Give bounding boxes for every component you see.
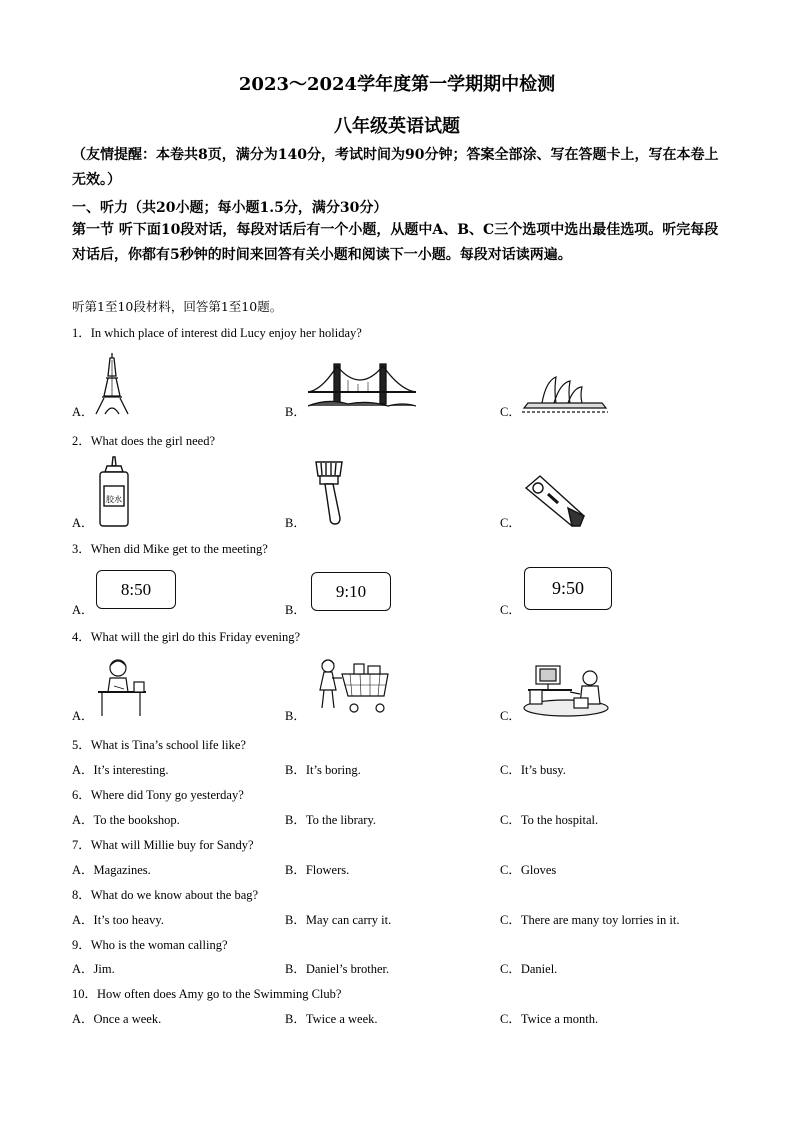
clock-8-50[interactable]: 8:50	[96, 570, 176, 609]
q8-c-text: There are many toy lorries in it.	[520, 913, 680, 927]
question-7-stem: 7．What will Millie buy for Sandy?	[72, 838, 254, 852]
q10-option-a[interactable]	[72, 1009, 161, 1027]
eiffel-tower-picture[interactable]	[92, 352, 132, 416]
q8-option-c[interactable]	[500, 910, 679, 928]
q6-option-c[interactable]	[500, 810, 598, 828]
question-10-stem: 10．How often does Amy go to the Swimming Club?	[72, 987, 342, 1001]
glue-bottle-picture[interactable]	[96, 456, 132, 528]
q9-option-a[interactable]	[72, 959, 115, 977]
q10-b-text: Twice a week.	[305, 1012, 378, 1026]
q9-option-c[interactable]	[500, 959, 557, 977]
q8-a-letter: A．	[72, 913, 94, 927]
q7-a-letter: A．	[72, 863, 94, 877]
question-1-stem: 1．In which place of interest did Lucy enjoy her holiday?	[72, 326, 362, 340]
question-5-stem: 5．What is Tina’s school life like?	[72, 738, 246, 752]
q3-option-c-letter[interactable]: C．	[500, 603, 521, 617]
q6-b-letter: B．	[285, 813, 306, 827]
q8-b-letter: B．	[285, 913, 306, 927]
part1-instructions: 第一节 听下面10段对话，每段对话后有一个小题，从题中A、B、C三个选项中选出最佳选项。听完每段对话后，你都有5秒钟的时间来回答有关小题和阅读下一小题。每段对话读两遍。	[72, 222, 719, 263]
q9-a-letter: A．	[72, 962, 94, 976]
q7-b-text: Flowers.	[305, 863, 350, 877]
q8-b-text: May can carry it.	[305, 913, 392, 927]
girl-computer-picture[interactable]	[522, 660, 610, 718]
golden-gate-bridge-picture[interactable]	[308, 360, 416, 412]
question-9-stem: 9．Who is the woman calling?	[72, 938, 228, 952]
question-4-stem: 4．What will the girl do this Friday evening?	[72, 630, 301, 644]
utility-knife-picture[interactable]	[524, 474, 588, 528]
q9-c-text: Daniel.	[520, 962, 558, 976]
q6-a-text: To the bookshop.	[93, 813, 180, 827]
q4-option-a-letter[interactable]: A．	[72, 709, 94, 723]
q1-option-c-letter[interactable]: C．	[500, 405, 521, 419]
q5-b-text: It’s boring.	[305, 763, 361, 777]
girl-shopping-picture[interactable]	[314, 656, 392, 716]
q2-option-c-letter[interactable]: C．	[500, 516, 521, 530]
exam-title: 2023～2024学年度第一学期期中检测	[238, 74, 556, 95]
sydney-opera-house-picture[interactable]	[522, 375, 608, 415]
q5-a-text: It’s interesting.	[93, 763, 169, 777]
girl-studying-picture[interactable]	[96, 656, 148, 718]
question-3-stem: 3．When did Mike get to the meeting?	[72, 542, 268, 556]
q5-c-text: It’s busy.	[520, 763, 566, 777]
q7-c-letter: C．	[500, 863, 521, 877]
q9-a-text: Jim.	[93, 962, 115, 976]
q9-option-b[interactable]	[285, 959, 389, 977]
q9-b-letter: B．	[285, 962, 306, 976]
q7-option-c[interactable]	[500, 860, 556, 878]
q6-c-letter: C．	[500, 813, 521, 827]
q7-option-a[interactable]	[72, 860, 151, 878]
section-heading: 一、听力（共20小题；每小题1.5分，满分30分）	[72, 200, 388, 216]
q10-a-letter: A．	[72, 1012, 94, 1026]
exam-subtitle: 八年级英语试题	[334, 116, 460, 137]
q10-a-text: Once a week.	[93, 1012, 162, 1026]
q5-option-c[interactable]	[500, 760, 566, 778]
q5-option-b[interactable]	[285, 760, 361, 778]
sub-instruction: 听第1至10段材料，回答第1至10题。	[72, 299, 283, 314]
q2-option-b-letter[interactable]: B．	[285, 516, 306, 530]
question-6-stem: 6．Where did Tony go yesterday?	[72, 788, 244, 802]
clock-9-50[interactable]: 9:50	[524, 567, 612, 610]
q5-c-letter: C．	[500, 763, 521, 777]
q7-c-text: Gloves	[520, 863, 557, 877]
glue-label: 胶水	[106, 495, 122, 504]
exam-notice: （友情提醒：本卷共8页，满分为140分，考试时间为90分钟；答案全部涂、写在答题卡上，写在本卷上无效。）	[72, 147, 719, 188]
q5-option-a[interactable]	[72, 760, 169, 778]
q4-option-b-letter[interactable]: B．	[285, 709, 306, 723]
question-2-stem: 2．What does the girl need?	[72, 434, 216, 448]
q7-a-text: Magazines.	[93, 863, 151, 877]
q6-b-text: To the library.	[305, 813, 377, 827]
clock-9-10[interactable]: 9:10	[311, 572, 391, 611]
q2-option-a-letter[interactable]: A．	[72, 516, 94, 530]
q8-option-a[interactable]	[72, 910, 164, 928]
q10-option-b[interactable]	[285, 1009, 378, 1027]
q10-option-c[interactable]	[500, 1009, 598, 1027]
q4-option-c-letter[interactable]: C．	[500, 709, 521, 723]
q9-b-text: Daniel’s brother.	[305, 962, 390, 976]
q5-a-letter: A．	[72, 763, 94, 777]
q7-b-letter: B．	[285, 863, 306, 877]
q8-c-letter: C．	[500, 913, 521, 927]
q9-c-letter: C．	[500, 962, 521, 976]
q5-b-letter: B．	[285, 763, 306, 777]
q6-option-b[interactable]	[285, 810, 376, 828]
q3-option-a-letter[interactable]: A．	[72, 603, 94, 617]
q8-option-b[interactable]	[285, 910, 391, 928]
q1-option-b-letter[interactable]: B．	[285, 405, 306, 419]
question-8-stem: 8．What do we know about the bag?	[72, 888, 259, 902]
q10-b-letter: B．	[285, 1012, 306, 1026]
q6-c-text: To the hospital.	[520, 813, 599, 827]
q3-option-b-letter[interactable]: B．	[285, 603, 306, 617]
q10-c-text: Twice a month.	[520, 1012, 599, 1026]
q8-a-text: It’s too heavy.	[93, 913, 164, 927]
q6-option-a[interactable]	[72, 810, 180, 828]
q7-option-b[interactable]	[285, 860, 349, 878]
paint-brush-picture[interactable]	[312, 460, 352, 526]
q1-option-a-letter[interactable]: A．	[72, 405, 94, 419]
q6-a-letter: A．	[72, 813, 94, 827]
q10-c-letter: C．	[500, 1012, 521, 1026]
